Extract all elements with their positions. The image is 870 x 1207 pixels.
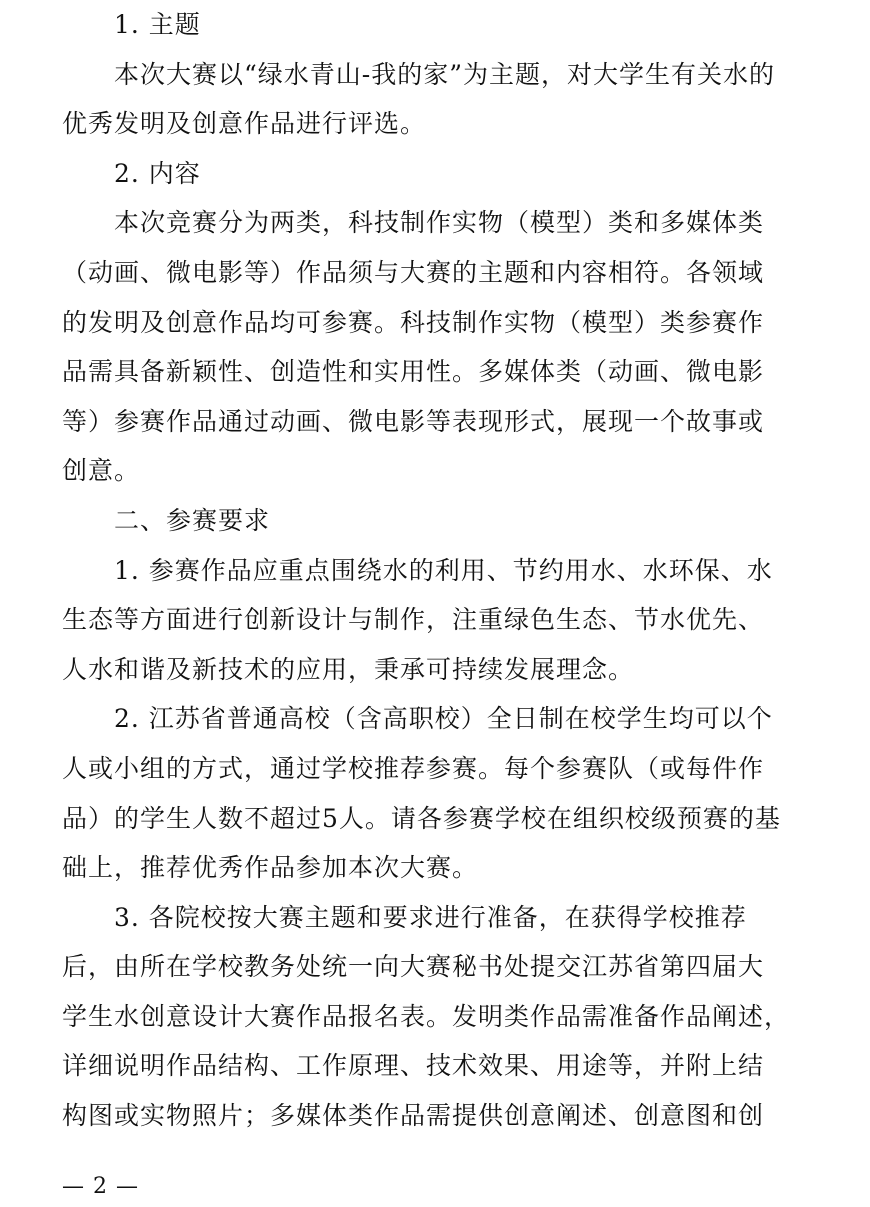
text-line: 品）的学生人数不超过5人。请各参赛学校在组织校级预赛的基: [62, 803, 781, 833]
text-line: 优秀发明及创意作品进行评选。: [62, 109, 427, 139]
paragraph: [62, 496, 792, 546]
text-line: 学生水创意设计大赛作品报名表。发明类作品需准备作品阐述，: [62, 1001, 791, 1031]
text-line: 2. 内容: [114, 158, 201, 188]
text-line: 人水和谐及新技术的应用，秉承可持续发展理念。: [62, 654, 635, 684]
text-line: （动画、微电影等）作品须与大赛的主题和内容相符。各领域: [62, 257, 765, 287]
text-line: 础上，推荐优秀作品参加本次大赛。: [62, 853, 479, 883]
text-line: 2. 江苏省普通高校（含高职校）全日制在校学生均可以个: [114, 704, 773, 734]
text-line: 详细说明作品结构、工作原理、技术效果、用途等，并附上结: [62, 1051, 765, 1081]
text-line: 人或小组的方式，通过学校推荐参赛。每个参赛队（或每件作: [62, 753, 765, 783]
document-body: [62, 0, 792, 1141]
text-line: 等）参赛作品通过动画、微电影等表现形式，展现一个故事或: [62, 406, 765, 436]
text-line: 1. 参赛作品应重点围绕水的利用、节约用水、水环保、水: [114, 555, 773, 585]
paragraph: [62, 546, 792, 695]
text-line: 本次竞赛分为两类，科技制作实物（模型）类和多媒体类: [114, 208, 765, 238]
text-line: 1. 主题: [114, 10, 201, 39]
text-line: 品需具备新颖性、创造性和实用性。多媒体类（动画、微电影: [62, 357, 765, 387]
text-line: 3. 各院校按大赛主题和要求进行准备，在获得学校推荐: [114, 902, 747, 932]
text-line: 创意。: [62, 456, 141, 486]
page-number: — 2 —: [62, 1174, 139, 1199]
paragraph: [62, 0, 792, 50]
text-line: 的发明及创意作品均可参赛。科技制作实物（模型）类参赛作: [62, 307, 765, 337]
text-line: 构图或实物照片；多媒体类作品需提供创意阐述、创意图和创: [62, 1101, 765, 1131]
text-line: 二、参赛要求: [114, 505, 271, 535]
paragraph: [62, 694, 792, 892]
paragraph: [62, 893, 792, 1141]
paragraph: [62, 149, 792, 199]
paragraph: [62, 50, 792, 149]
paragraph: [62, 198, 792, 496]
text-line: 本次大赛以“绿水青山-我的家”为主题，对大学生有关水的: [114, 59, 776, 89]
text-line: 生态等方面进行创新设计与制作，注重绿色生态、节水优先、: [62, 605, 765, 635]
text-line: 后，由所在学校教务处统一向大赛秘书处提交江苏省第四届大: [62, 952, 765, 982]
